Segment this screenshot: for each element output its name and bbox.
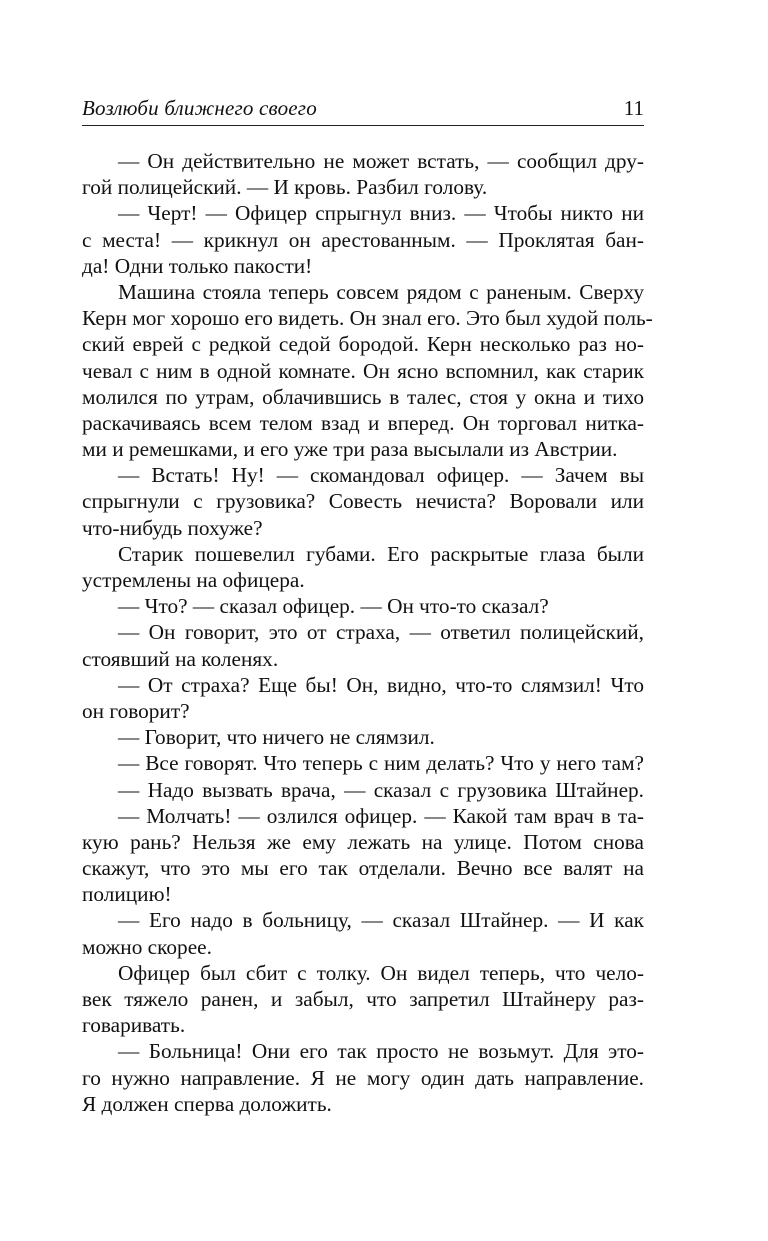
text-line: устремлены на офицера. [82,568,305,592]
text-line: говаривать. [82,1013,186,1038]
text-line: — От страха? Еще бы! Он, видно, что-то слямзил! Что [118,672,644,697]
text-line: го нужно направление. Я не могу один дать направление. [82,1065,644,1090]
text-line: Керн мог хорошо его видеть. Он знал его. Это был худой поль- [82,306,653,331]
text-line: — Все говорят. Что теперь с ним делать? Что у него там? [118,751,644,776]
text-line: — Надо вызвать врача, — сказал с грузовика Штайнер. [118,777,644,802]
text-line: Я должен сперва доложить. [82,1091,332,1116]
text-line: с места! — крикнул он арестованным. — Проклятая бан- [82,227,644,252]
text-line: что-нибудь похуже? [82,515,263,540]
text-line: гой полицейский. — И кровь. Разбил голову. [82,175,488,200]
text-line: ми и ремешками, и его уже три раза высылали из Австрии. [82,437,618,462]
text-line: полицию! [82,882,172,907]
text-line: скажут, что это мы его так отделали. Вечно все валят на [82,856,644,881]
text-line: — Встать! Ну! — скомандовал офицер. — Зачем вы [118,463,644,488]
text-line: ский еврей с редкой седой бородой. Керн несколько раз но- [82,332,644,357]
text-line: — Больница! Они его так просто не возьмут. Для это- [118,1039,644,1064]
text-line: спрыгнули с грузовика? Совесть нечиста? Воровали или [82,489,644,514]
text-line: он говорит? [82,698,190,723]
text-line: — Он действительно не может встать, — сообщил дру- [118,149,644,173]
text-line: молился по утрам, облачившись в талес, стоя у окна и тихо [82,384,644,409]
text-line: кую рань? Нельзя же ему лежать на улице. Потом снова [82,829,644,854]
text-line: Офицер был сбит с толку. Он видел теперь, что чело- [118,960,644,985]
page-number: 11 [623,96,644,120]
text-line: век тяжело ранен, и забыл, что запретил Штайнеру раз- [82,987,644,1011]
text-line: раскачиваясь всем телом взад и вперед. Он торговал нитка- [82,410,644,435]
text-line: чевал с ним в одной комнате. Он ясно вспомнил, как старик [82,358,644,383]
running-header [82,96,644,126]
text-line: — Говорит, что ничего не слямзил. [118,725,435,750]
text-line: — Что? — сказал офицер. — Он что-то сказал? [118,594,549,619]
text-line: да! Одни только пакости! [82,253,313,278]
text-line: Машина стояла теперь совсем рядом с раненым. Сверху [118,279,644,304]
running-title: Возлюби ближнего своего [82,96,317,120]
body-text [82,148,653,1117]
text-line: — Его надо в больницу, — сказал Штайнер. — И как [118,908,644,933]
text-line: можно скорее. [82,934,212,959]
text-line: Старик пошевелил губами. Его раскрытые глаза были [118,541,644,566]
text-line: стоявший на коленях. [82,646,279,671]
text-line: — Черт! — Офицер спрыгнул вниз. — Чтобы никто ни [118,201,644,226]
text-line: — Молчать! — озлился офицер. — Какой там врач в та- [118,803,644,828]
text-line: — Он говорит, это от страха, — ответил полицейский, [118,620,644,645]
